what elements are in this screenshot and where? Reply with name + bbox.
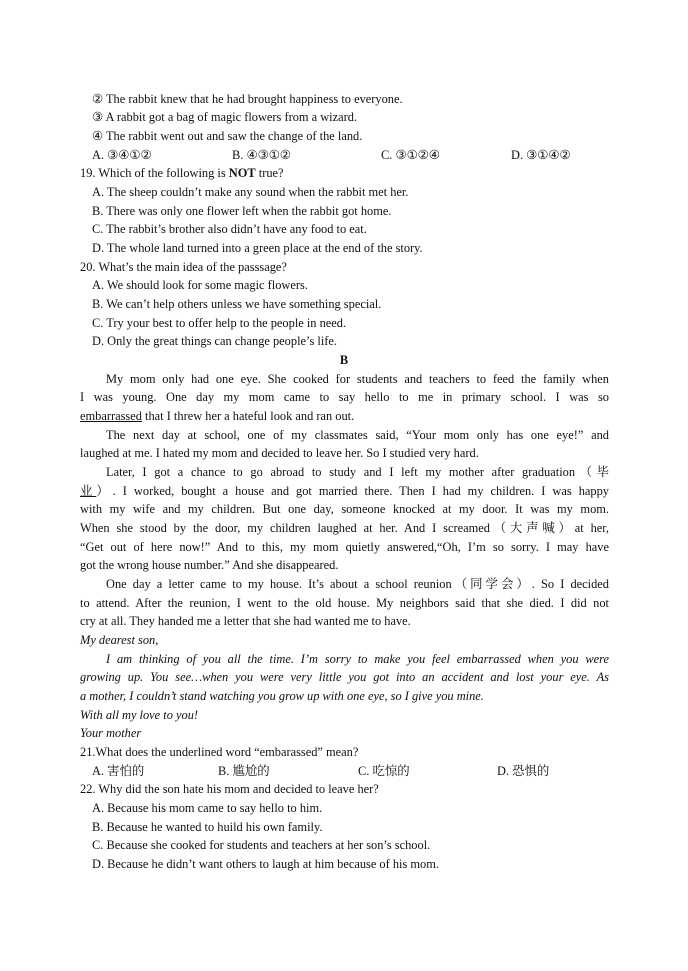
passage-line: embarrassed that I threw her a hateful look and ran out.	[80, 409, 355, 423]
passage-line: Later, I got a chance to go abroad to study and I left my mother after graduation（毕	[106, 465, 609, 479]
letter-line: I am thinking of you all the time. I’m sorry to make you feel embarrassed when you were	[106, 652, 609, 666]
q20-option-d: D. Only the great things can change people’s life.	[92, 334, 337, 348]
q20-stem: 20. What’s the main idea of the passsage?	[80, 260, 287, 274]
q22-stem: 22. Why did the son hate his mom and decided to leave her?	[80, 782, 379, 796]
section-b-heading: B	[339, 353, 349, 367]
q19-stem: 19. Which of the following is NOT true?	[80, 166, 284, 180]
q21-option-d: D. 恐惧的	[497, 764, 550, 778]
q19-option-a: A. The sheep couldn’t make any sound when the rabbit met her.	[92, 185, 409, 199]
q21-stem: 21.What does the underlined word “embarassed” mean?	[80, 745, 359, 759]
q20-option-c: C. Try your best to offer help to the people in need.	[92, 316, 347, 330]
q21-option-c: C. 吃惊的	[358, 764, 410, 778]
q18-option-b: B. ④③①②	[232, 148, 291, 162]
order-item-4: ④ The rabbit went out and saw the change of the land.	[92, 129, 363, 143]
letter-line: a mother, I couldn’t stand watching you grow up with one eye, so I give you mine.	[80, 689, 484, 703]
passage-line: with my wife and my children. But one day, someone knocked at my door. It was my mom.	[80, 502, 609, 516]
q21-option-a: A. 害怕的	[92, 764, 145, 778]
passage-line: got the wrong house number.” And she disappeared.	[80, 558, 339, 572]
order-item-3: ③ A rabbit got a bag of magic flowers from a wizard.	[92, 110, 358, 124]
passage-line: 业）. I worked, bought a house and got married there. Then I had my children. I was happy	[80, 484, 609, 498]
passage-line: cry at all. They handed me a letter that she had wanted me to have.	[80, 614, 411, 628]
passage-line: My mom only had one eye. She cooked for students and teachers to feed the family when	[106, 372, 609, 386]
q18-option-c: C. ③①②④	[381, 148, 440, 162]
q18-option-d: D. ③①④②	[511, 148, 571, 162]
q22-option-b: B. Because he wanted to huild his own family.	[92, 820, 323, 834]
q21-option-b: B. 尴尬的	[218, 764, 270, 778]
letter-line: growing up. You see…when you were very little you got into an accident and lost your eye. As	[80, 670, 609, 684]
passage-line: “Get out of here now!” And to this, my mom quietly answered,“Oh, I’m so sorry. I may have	[80, 540, 609, 554]
passage-line: When she stood by the door, my children laughed at her. And I screamed（大声喊）at her,	[80, 521, 609, 535]
q18-option-a: A. ③④①②	[92, 148, 152, 162]
q22-option-c: C. Because she cooked for students and teachers at her son’s school.	[92, 838, 431, 852]
letter-signature: Your mother	[80, 726, 142, 740]
passage-line: The next day at school, one of my classmates said, “Your mom only has one eye!” and	[106, 428, 609, 442]
passage-line: to attend. After the reunion, I went to the old house. My neighbors said that she died. I did not	[80, 596, 609, 610]
letter-closing: With all my love to you!	[80, 708, 199, 722]
letter-greeting: My dearest son,	[80, 633, 159, 647]
q20-option-a: A. We should look for some magic flowers.	[92, 278, 308, 292]
passage-line: I was young. One day my mom came to say hello to me in primary school. I was so	[80, 390, 609, 404]
passage-line: laughed at me. I hated my mom and decided to leave her. So I studied very hard.	[80, 446, 479, 460]
order-item-2: ② The rabbit knew that he had brought happiness to everyone.	[92, 92, 403, 106]
passage-line: One day a letter came to my house. It’s about a school reunion（同学会）. So I decided	[106, 577, 609, 591]
q22-option-a: A. Because his mom came to say hello to him.	[92, 801, 323, 815]
q20-option-b: B. We can’t help others unless we have something special.	[92, 297, 382, 311]
q19-option-c: C. The rabbit’s brother also didn’t have any food to eat.	[92, 222, 367, 236]
q19-option-d: D. The whole land turned into a green place at the end of the story.	[92, 241, 423, 255]
q19-option-b: B. There was only one flower left when the rabbit got home.	[92, 204, 392, 218]
underlined-word: embarrassed	[80, 409, 142, 423]
q22-option-d: D. Because he didn’t want others to laugh at him because of his mom.	[92, 857, 439, 871]
